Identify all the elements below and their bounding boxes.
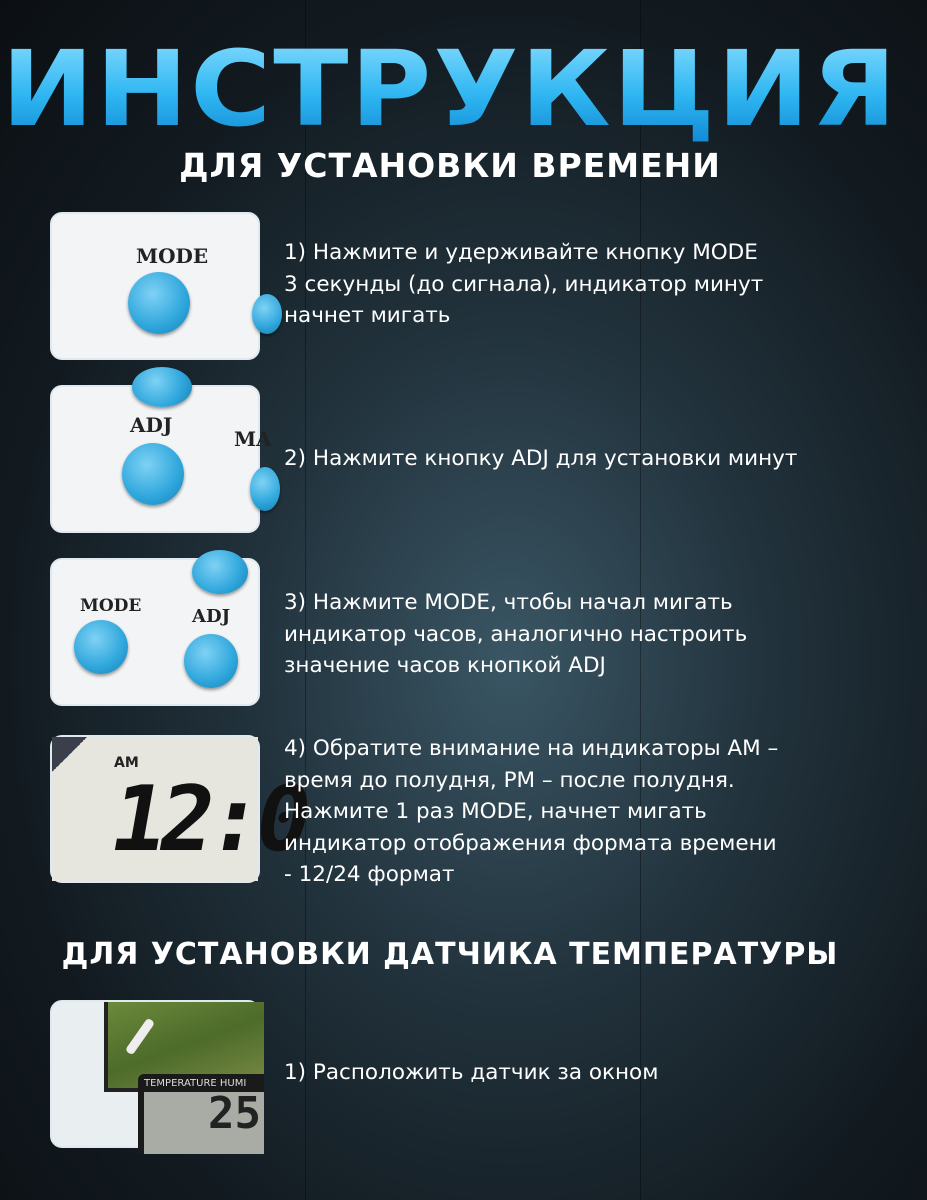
thermometer-device [138, 1074, 264, 1154]
adj-button-image [184, 634, 238, 688]
top-button-image [132, 367, 192, 407]
text-line: 1) Нажмите и удерживайте кнопку MODE [284, 240, 758, 265]
side-button-image [250, 467, 280, 511]
text-line: индикатор часов, аналогично настроить [284, 621, 748, 647]
text-line: 3 секунды (до сигнала), индикатор минут [284, 271, 764, 297]
top-button-image [192, 550, 248, 594]
text-line: индикатор отображения формата времени [284, 830, 777, 856]
ma-label: MA [234, 427, 272, 451]
device-digits: 25 [208, 1088, 261, 1139]
am-indicator: AM [114, 755, 139, 771]
text-line: 3) Нажмите MODE, чтобы начал мигать [284, 590, 733, 615]
section-heading-sensor: ДЛЯ УСТАНОВКИ ДАТЧИКА ТЕМПЕРАТУРЫ [61, 937, 839, 972]
section-heading-time: ДЛЯ УСТАНОВКИ ВРЕМЕНИ [179, 146, 721, 185]
step-4-text [284, 733, 884, 891]
text-line: 4) Обратите внимание на индикаторы AM – [284, 736, 779, 761]
mode-label: MODE [136, 244, 209, 268]
adj-label: ADJ [192, 606, 231, 627]
page-title: ИНСТРУКЦИЯ [0, 28, 927, 150]
mode-label: MODE [80, 596, 142, 616]
side-button-image [252, 294, 282, 334]
adj-button-photo [50, 385, 272, 533]
text-line: Нажмите 1 раз MODE, начнет мигать [284, 799, 707, 824]
sensor-step-text: 1) Расположить датчик за окном [284, 1060, 659, 1085]
text-line: - 12/24 формат [284, 862, 455, 887]
text-line: значение часов кнопкой ADJ [284, 653, 606, 678]
text-line: начнет мигать [284, 303, 451, 328]
mode-button-image [74, 620, 128, 674]
device-label: TEMPERATURE HUMI [144, 1078, 247, 1089]
step-3-text [284, 587, 884, 682]
lcd-digits: 12:0 [102, 767, 315, 872]
mode-button-photo [50, 212, 260, 360]
sensor-window-photo [50, 1000, 260, 1148]
adj-label: ADJ [130, 413, 173, 437]
step-2-text [284, 443, 884, 475]
text-line: время до полудня, PM – после полудня. [284, 767, 735, 793]
step-1-text [284, 237, 884, 332]
mode-adj-buttons-photo [50, 558, 260, 706]
text-line: 2) Нажмите кнопку ADJ для установки минут [284, 446, 798, 471]
adj-button-image [122, 443, 184, 505]
mode-button-image [128, 272, 190, 334]
lcd-display-photo [50, 735, 315, 883]
